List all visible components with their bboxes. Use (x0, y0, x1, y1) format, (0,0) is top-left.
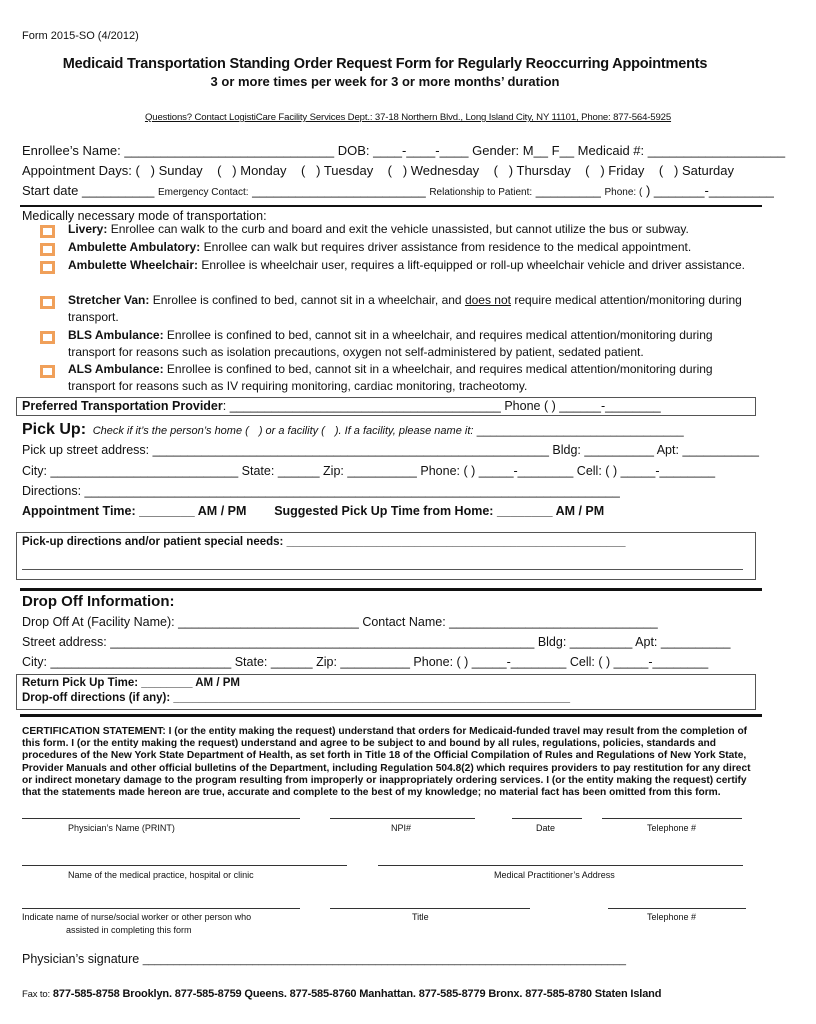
pickup-state-label: State: (241, 464, 275, 478)
dropoff-heading: Drop Off Information: (22, 593, 175, 610)
bls-ambulance-checkbox[interactable] (40, 331, 55, 344)
transport-heading: Medically necessary mode of transportation: (22, 209, 267, 223)
day-label: Monday (240, 163, 287, 178)
dropoff-bldg-label: Bldg: (537, 635, 567, 649)
practice-name-label: Name of the medical practice, hospital or clinic (68, 870, 254, 880)
npi-label: NPI# (391, 823, 412, 833)
pickup-city-field[interactable]: ___________________________ (50, 464, 239, 478)
nurse-label-line1: Indicate name of nurse/social worker or other person who (22, 912, 252, 922)
form-number: Form 2015-SO (4/2012) (22, 30, 139, 42)
form-title: Medicaid Transportation Standing Order Request Form for Regularly Reoccurring Appointments (62, 56, 708, 72)
pickup-state-field[interactable]: ______ (277, 464, 320, 478)
transport-option-stretcher-van (68, 292, 752, 327)
emergency-contact-label: Emergency Contact: (157, 187, 249, 198)
date-label: Date (536, 823, 556, 833)
day-label: Wednesday (410, 163, 480, 178)
pickup-phone-label: Phone: ( (420, 464, 468, 478)
provider-phone-label: Phone ( (504, 399, 549, 413)
dropoff-bldg-field[interactable]: _________ (569, 635, 633, 649)
form-subtitle: 3 or more times per week for 3 or more months’ duration (210, 74, 560, 89)
dropoff-directions-row (22, 692, 570, 704)
preferred-provider-row (22, 399, 661, 413)
return-time-label: Return Pick Up Time: (22, 677, 139, 689)
dropoff-cell-label: Cell: ( (569, 655, 603, 669)
facility-checkbox[interactable] (325, 423, 335, 437)
appointment-days-row (22, 163, 734, 178)
pickup-zip-label: Zip: (323, 464, 344, 478)
dropoff-cell-field[interactable]: ) _____-________ (605, 655, 709, 669)
dropoff-zip-field[interactable]: __________ (340, 655, 410, 669)
start-date-label: Start date (22, 183, 79, 198)
start-date-row (22, 183, 774, 198)
option-text: Enrollee is confined to bed, cannot sit in a wheelchair, and requires medical attention/monitoring during transport for reasons such as isolation precautions, oxygen not self-administered by patient, sedated patient. (68, 328, 713, 360)
dropoff-apt-field[interactable]: __________ (660, 635, 731, 649)
dropoff-contact-field[interactable]: ______________________________ (449, 615, 658, 629)
option-name: Livery: (68, 222, 108, 236)
pickup-zip-field[interactable]: __________ (347, 464, 417, 478)
day-label: Friday (608, 163, 645, 178)
dropoff-facility-row (22, 615, 658, 629)
option-text: require medical attention/monitoring during transport. (68, 293, 742, 325)
option-text-emphasis: does not (464, 293, 511, 307)
option-text: Enrollee is confined to bed, cannot sit in a wheelchair, and (152, 293, 462, 307)
dropoff-city-field[interactable]: __________________________ (50, 655, 232, 669)
day-label: Sunday (158, 163, 203, 178)
physician-signature-field[interactable]: _______________________________________________________________________________ (142, 954, 626, 966)
telephone-line[interactable] (602, 818, 742, 819)
return-ampm[interactable]: AM / PM (195, 677, 240, 689)
title-label: Title (412, 912, 429, 922)
divider (20, 714, 762, 717)
pickup-cell-field[interactable]: ) _____-________ (612, 464, 716, 478)
appointment-time-field[interactable]: ________ (139, 504, 195, 518)
livery-checkbox[interactable] (40, 225, 55, 238)
day-label: Saturday (681, 163, 735, 178)
transport-option-livery (68, 221, 752, 238)
als-ambulance-checkbox[interactable] (40, 365, 55, 378)
pickup-directions-row (22, 484, 620, 498)
dropoff-state-field[interactable]: ______ (270, 655, 313, 669)
dropoff-state-label: State: (234, 655, 268, 669)
physician-signature-label: Physician’s signature (22, 952, 140, 966)
enrollee-name-label: Enrollee’s Name: (22, 143, 121, 158)
option-text: Enrollee is confined to bed, cannot sit in a wheelchair, and requires medical attention/monitoring during transport for reasons such as IV requiring monitoring, cardiac monitoring, tracheotomy. (68, 362, 713, 394)
emergency-phone-label: Phone: ( (604, 187, 643, 198)
nurse-name-line[interactable] (22, 908, 300, 909)
option-name: BLS Ambulance: (68, 328, 164, 342)
dropoff-directions-field[interactable]: ______________________________________________________________ (173, 692, 570, 704)
day-checkbox-monday[interactable]: ( ) Monday (217, 163, 287, 178)
option-name: Ambulette Wheelchair: (68, 258, 199, 272)
day-checkbox-wednesday[interactable]: ( ) Wednesday (387, 163, 480, 178)
suggested-time-field[interactable]: ________ (496, 504, 553, 518)
pickup-directions-label: Directions: (22, 484, 82, 498)
option-text: Enrollee can walk but requires driver assistance from residence to the medical appointment. (203, 240, 692, 254)
facility-name-field[interactable]: _______________________________ (476, 423, 684, 437)
dropoff-apt-label: Apt: (635, 635, 658, 649)
divider (20, 205, 762, 207)
dropoff-zip-label: Zip: (316, 655, 337, 669)
dob-field[interactable]: ____-____-____ (373, 143, 469, 158)
emergency-phone-field[interactable]: ) _______-_________ (645, 183, 774, 198)
gender-field[interactable]: Gender: M__ F__ (472, 143, 575, 158)
appointment-time-label: Appointment Time: (22, 504, 136, 518)
pickup-check-text-1: Check if it’s the person’s home ( (92, 425, 249, 437)
dropoff-directions-label: Drop-off directions (if any): (22, 692, 171, 704)
pickup-city-label: City: (22, 464, 47, 478)
appointment-time-row (22, 504, 604, 518)
dropoff-phone-label: Phone: ( (413, 655, 461, 669)
return-time-field[interactable]: ________ (141, 677, 193, 689)
transport-option-bls-ambulance (68, 327, 752, 362)
day-checkbox-friday[interactable]: ( ) Friday (585, 163, 645, 178)
practitioner-address-label: Medical Practitioner’s Address (494, 870, 615, 880)
contact-info: Questions? Contact LogistiCare Facility Services Dept.: 37-18 Northern Blvd., Long Island City, NY 11101, Phone: 877-564-5925 (144, 112, 672, 123)
appointment-ampm[interactable]: AM / PM (197, 504, 247, 518)
physician-name-label: Physician’s Name (PRINT) (68, 823, 175, 833)
physician-name-line[interactable] (22, 818, 300, 819)
suggested-time-label: Suggested Pick Up Time from Home: (274, 504, 494, 518)
dropoff-street-field[interactable]: _____________________________________________________________ (110, 635, 535, 649)
option-name: Ambulette Ambulatory: (68, 240, 201, 254)
date-line[interactable] (512, 818, 582, 819)
home-checkbox[interactable] (249, 423, 259, 437)
special-needs-field[interactable]: _____________________________________________________ (286, 536, 626, 548)
preferred-provider-label: Preferred Transportation Provider (22, 399, 223, 413)
enrollee-row (22, 143, 785, 158)
return-time-row (22, 677, 240, 689)
option-text: Enrollee is wheelchair user, requires a lift-equipped or roll-up wheelchair vehicle and driver assistance. (201, 258, 745, 272)
fax-footer (22, 988, 661, 1000)
day-label: Thursday (516, 163, 571, 178)
emergency-contact-field[interactable]: ________________________ (252, 183, 426, 198)
pickup-street-field[interactable]: _________________________________________________________ (152, 443, 549, 457)
pickup-check-text-3: ). If a facility, please name it: (334, 425, 474, 437)
practice-name-line[interactable] (22, 865, 347, 866)
dropoff-phone-field[interactable]: ) _____-________ (464, 655, 567, 669)
dropoff-city-row (22, 655, 708, 669)
dropoff-city-label: City: (22, 655, 47, 669)
pickup-street-row (22, 443, 759, 457)
fax-label: Fax to: (22, 989, 50, 1000)
physician-signature-row (22, 952, 626, 966)
dropoff-street-label: Street address: (22, 635, 107, 649)
ambulette-ambulatory-checkbox[interactable] (40, 243, 55, 256)
relationship-field[interactable]: _________ (535, 183, 601, 198)
provider-phone-field[interactable]: ) ______-________ (551, 399, 661, 413)
dropoff-facility-label: Drop Off At (Facility Name): (22, 615, 175, 629)
relationship-label: Relationship to Patient: (429, 187, 533, 198)
dropoff-facility-field[interactable]: __________________________ (178, 615, 359, 629)
title-line[interactable] (330, 908, 530, 909)
dropoff-contact-label: Contact Name: (362, 615, 446, 629)
telephone-label: Telephone # (647, 823, 697, 833)
special-needs-row (22, 536, 626, 548)
preferred-provider-field[interactable]: : _______________________________________ (222, 399, 501, 413)
ambulette-wheelchair-checkbox[interactable] (40, 261, 55, 274)
practitioner-address-line[interactable] (378, 865, 743, 866)
option-name: ALS Ambulance: (68, 362, 164, 376)
certification-statement: CERTIFICATION STATEMENT: I (or the entity making the request) understand that orders for Medicaid-funded travel may result from the completion of this form. I (or the entity making the request) understand and agree to be subject to and bound by all rules, regulations, policies, standards and procedures of the New York State Department of Health, as set forth in Title 18 of the Official Compilation of Rules and Regulations of New York State, Provider Manuals and other official bulletins of the Department, including Regulation 504.8(2) which requires providers to pay restitution for any direct or indirect monetary damage to the program resulting from improperly or inappropriately ordering services. I (or the entity making the request) certify that the statements made hereon are true, accurate and complete to the best of my knowledge; no material fact has been omitted from this form. (22, 726, 751, 799)
day-checkbox-thursday[interactable]: ( ) Thursday (493, 163, 571, 178)
start-date-field[interactable]: __________ (82, 183, 155, 198)
pickup-apt-field[interactable]: ___________ (682, 443, 759, 457)
telephone2-label: Telephone # (647, 912, 697, 922)
pickup-bldg-label: Bldg: (552, 443, 581, 457)
pickup-heading: Pick Up: (22, 421, 87, 438)
stretcher-van-checkbox[interactable] (40, 296, 55, 309)
option-text: Enrollee can walk to the curb and board and exit the vehicle unassisted, but cannot utilize the bus or subway. (110, 222, 689, 236)
option-name: Stretcher Van: (68, 293, 150, 307)
day-checkbox-tuesday[interactable]: ( ) Tuesday (300, 163, 374, 178)
telephone2-line[interactable] (608, 908, 746, 909)
pickup-check-text-2: ) or a facility ( (258, 425, 325, 437)
medicaid-field[interactable]: ___________________ (647, 143, 786, 158)
npi-line[interactable] (330, 818, 475, 819)
pickup-phone-field[interactable]: ) _____-________ (471, 464, 574, 478)
pickup-directions-field[interactable]: _____________________________________________________________________________ (84, 484, 620, 498)
fax-numbers: 877-585-8758 Brooklyn. 877-585-8759 Queens. 877-585-8760 Manhattan. 877-585-8779 Bronx. 877-585-8780 Staten Island (52, 988, 662, 1000)
nurse-label-line2: assisted in completing this form (66, 925, 192, 935)
day-checkbox-sunday[interactable]: ( ) Sunday (135, 163, 203, 178)
pickup-apt-label: Apt: (656, 443, 679, 457)
pickup-bldg-field[interactable]: __________ (584, 443, 654, 457)
divider (20, 588, 762, 591)
dropoff-street-row (22, 635, 730, 649)
special-needs-line-2[interactable] (22, 569, 743, 570)
pickup-cell-label: Cell: ( (576, 464, 610, 478)
special-needs-label: Pick-up directions and/or patient special needs: (22, 536, 284, 548)
medicaid-label: Medicaid #: (577, 143, 645, 158)
transport-option-ambulette-wheelchair (68, 257, 752, 292)
appointment-days-label: Appointment Days: (22, 163, 132, 178)
dob-label: DOB: (337, 143, 370, 158)
transport-option-als-ambulance (68, 361, 752, 396)
pickup-header-row (22, 421, 684, 439)
day-label: Tuesday (323, 163, 374, 178)
pickup-street-label: Pick up street address: (22, 443, 150, 457)
transport-option-ambulette-ambulatory (68, 239, 752, 256)
pickup-city-row (22, 464, 715, 478)
enrollee-name-field[interactable]: _____________________________ (124, 143, 335, 158)
suggested-ampm[interactable]: AM / PM (555, 504, 605, 518)
day-checkbox-saturday[interactable]: ( ) Saturday (658, 163, 735, 178)
